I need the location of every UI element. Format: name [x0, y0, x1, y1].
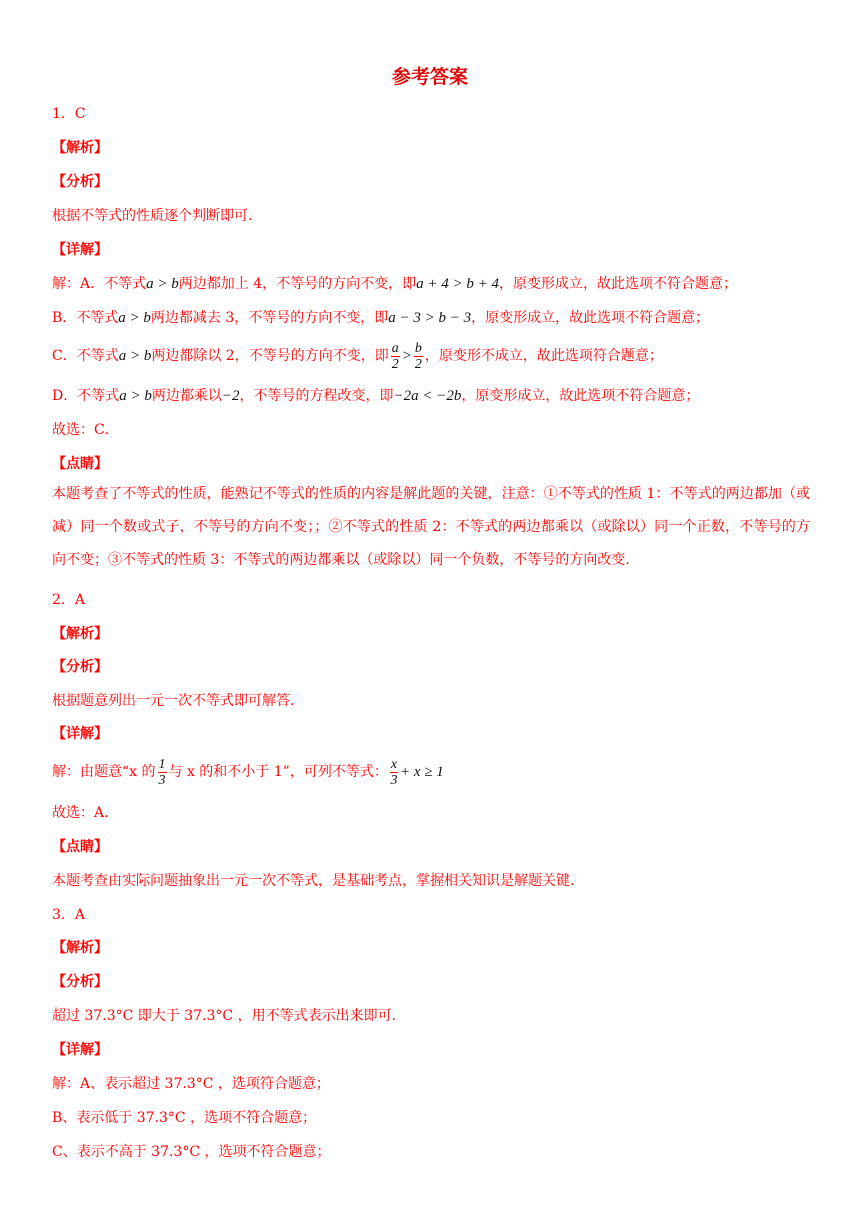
q3-xiangjie-label: 【详解】	[52, 1042, 108, 1058]
q1-b-middle: 两边都减去 3，不等号的方向不变，即	[150, 310, 389, 326]
q1-d-prefix: D．不等式	[52, 388, 120, 404]
q3-fenxi-text: 超过 37.3°C 即大于 37.3°C ，用不等式表示出来即可.	[52, 1008, 397, 1024]
q1-b-inequality: a > b	[118, 310, 151, 326]
q2-dianjing-label: 【点睛】	[52, 839, 108, 855]
q1-a-expression: a + 4 > b + 4	[416, 276, 499, 292]
q2-frac-den: 3	[158, 772, 166, 788]
q1-c-fraction-a	[391, 341, 400, 372]
q1-jiexi-label: 【解析】	[52, 140, 108, 156]
q3-line-a: 解：A、表示超过 37.3°C ，选项符合题意；	[52, 1076, 330, 1092]
q2-dianjing-text: 本题考查由实际问题抽象出一元一次不等式，是基础考点，掌握相关知识是解题关键.	[52, 873, 575, 889]
q1-c-frac-b-num: b	[414, 340, 422, 356]
q1-c-fraction-b	[414, 341, 423, 372]
q1-a-middle: 两边都加上 4，不等号的方向不变，即	[178, 276, 417, 292]
q3-answer: 3．A	[52, 907, 86, 923]
q1-a-inequality: a > b	[146, 276, 179, 292]
q1-choice: 故选：C．	[52, 422, 119, 438]
q2-solution	[52, 756, 810, 788]
q1-dianjing-label: 【点睛】	[52, 456, 108, 472]
q1-option-a	[52, 274, 810, 294]
q1-option-d	[52, 386, 810, 406]
q1-d-middle: 两边都乘以	[151, 388, 222, 404]
q2-sol-middle: 与 x 的和不小于 1”，可列不等式：	[168, 764, 388, 780]
q1-c-frac-b-den: 2	[414, 356, 422, 372]
q3-line-b: B、表示低于 37.3°C ，选项不符合题意；	[52, 1110, 317, 1126]
q1-b-expression: a − 3 > b − 3	[388, 310, 472, 326]
q3-fenxi-label: 【分析】	[52, 974, 108, 990]
q1-d-negative: −2	[221, 388, 240, 404]
q1-c-prefix: C．不等式	[52, 348, 119, 364]
q2-choice: 故选：A.	[52, 805, 109, 821]
q1-d-middle2: ，不等号的方程改变，即	[239, 388, 394, 404]
q2-jiexi-label: 【解析】	[52, 626, 108, 642]
q1-a-suffix: ，原变形成立，故此选项不符合题意；	[498, 276, 737, 292]
q1-dianjing-text: 本题考查了不等式的性质，能熟记不等式的性质的内容是解此题的关键，注意：①不等式的性质 1：不等式的两边都加（或减）同一个数或式子，不等号的方向不变；；②不等式的性质 2：不等式的两边都乘以（或除以）同一个正数，不等号的方向不变；③不等式的性质 3：不等式的两边都乘以（或除以）同一个负数，不等号的方向改变.	[52, 486, 810, 568]
q1-fenxi-label: 【分析】	[52, 174, 108, 190]
q1-d-inequality: a > b	[119, 388, 152, 404]
q1-b-prefix: B．不等式	[52, 310, 119, 326]
q1-c-suffix: ，原变形不成立，故此选项符合题意；	[424, 348, 663, 364]
q2-xiangjie-label: 【详解】	[52, 726, 108, 742]
q2-sol-prefix: 解：由题意“x 的	[52, 764, 156, 780]
q2-fenxi-label: 【分析】	[52, 659, 108, 675]
q2-inequality-rest: + x ≥ 1	[400, 764, 444, 780]
q1-c-inequality: a > b	[118, 348, 152, 364]
page-title: 参考答案	[391, 66, 468, 88]
q3-line-c: C、表示不高于 37.3°C ，选项不符合题意；	[52, 1144, 331, 1160]
q2-inequality-fraction	[390, 757, 398, 788]
q1-a-prefix: 解：A．不等式	[52, 276, 147, 292]
q1-c-middle: 两边都除以 2，不等号的方向不变，即	[151, 348, 389, 364]
q1-fenxi-text: 根据不等式的性质逐个判断即可.	[52, 208, 253, 224]
q1-c-greater: >	[401, 348, 412, 364]
q2-frac-num: 1	[158, 756, 166, 772]
q1-xiangjie-label: 【详解】	[52, 242, 108, 258]
q1-option-c	[52, 340, 810, 372]
q1-option-b	[52, 308, 810, 328]
q2-fenxi-text: 根据题意列出一元一次不等式即可解答.	[52, 693, 295, 709]
q1-c-frac-a-den: 2	[391, 356, 399, 372]
q1-b-suffix: ，原变形成立，故此选项不符合题意；	[471, 310, 710, 326]
q2-answer: 2．A	[52, 592, 86, 608]
q1-d-suffix: ，原变形成立，故此选项不符合题意；	[461, 388, 700, 404]
q1-answer: 1．C	[52, 106, 86, 122]
q1-c-frac-a-num: a	[391, 340, 399, 356]
q1-d-expression: −2a < −2b	[393, 388, 462, 404]
q2-ineq-den: 3	[390, 772, 398, 788]
q2-ineq-num: x	[390, 756, 398, 772]
q2-fraction-one-third	[158, 757, 167, 788]
q3-jiexi-label: 【解析】	[52, 940, 108, 956]
